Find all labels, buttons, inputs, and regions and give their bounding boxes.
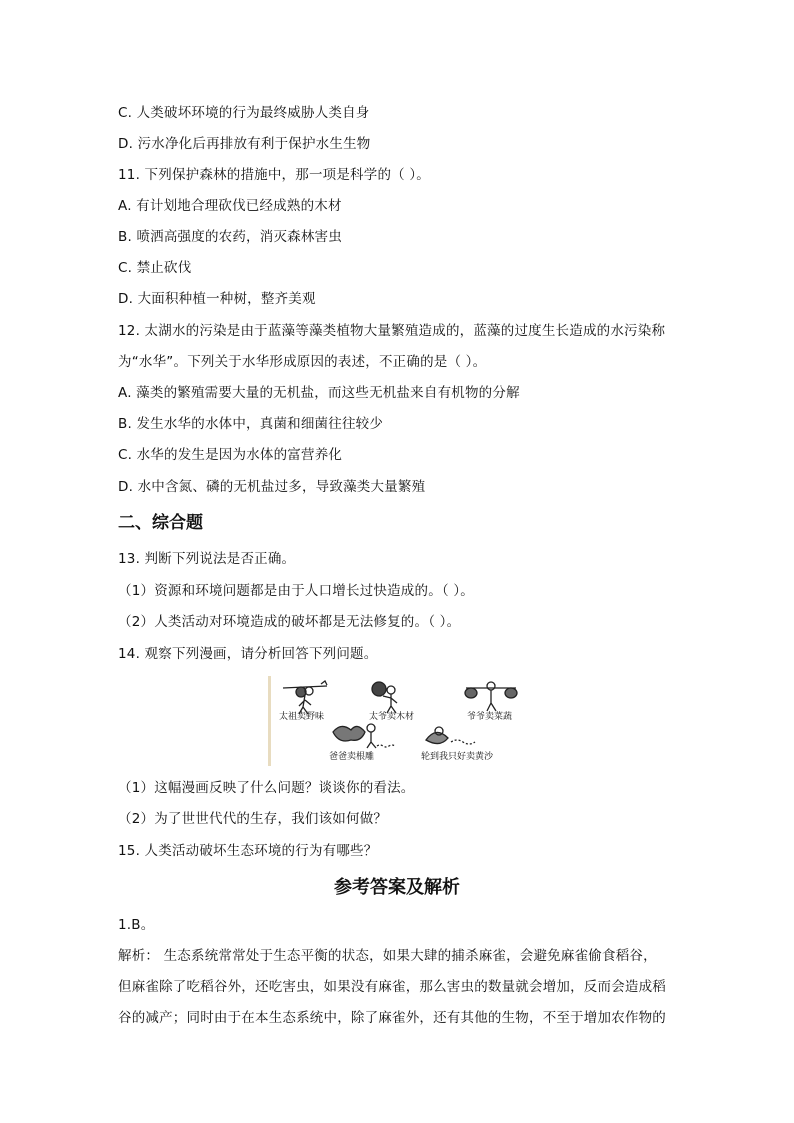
- question-13-stem: 13. 判断下列说法是否正确。: [118, 551, 296, 567]
- question-14-stem: 14. 观察下列漫画，请分析回答下列问题。: [118, 646, 378, 662]
- question-11-stem: 11. 下列保护森林的措施中，那一项是科学的（ ）。: [118, 167, 431, 183]
- question-15-stem: 15. 人类活动破坏生态环境的行为有哪些？: [118, 843, 378, 859]
- answers-title: 参考答案及解析: [334, 877, 460, 898]
- question-13-part-2: （2）人类活动对环境造成的破坏都是无法修复的。（ ）。: [118, 614, 461, 630]
- question-11-option-b: B. 喷洒高强度的农药，消灭森林害虫: [118, 229, 342, 245]
- comic-caption-4: 爸爸卖根雕: [329, 752, 375, 762]
- question-12-option-c: C. 水华的发生是因为水体的富营养化: [118, 447, 343, 463]
- comic-caption-2: 太爷卖木材: [369, 712, 415, 722]
- question-10-option-d: D. 污水净化后再排放有利于保护水生生物: [118, 136, 371, 152]
- question-10-option-c: C. 人类破坏环境的行为最终威胁人类自身: [118, 105, 370, 121]
- question-14-part-1: （1）这幅漫画反映了什么问题？谈谈你的看法。: [118, 780, 415, 796]
- question-12-stem-line-2: 为“水华”。下列关于水华形成原因的表述，不正确的是（ ）。: [118, 354, 487, 370]
- question-14-part-2: （2）为了世世代代的生存，我们该如何做？: [118, 811, 388, 827]
- comic-caption-5: 轮到我只好卖黄沙: [421, 752, 494, 762]
- answer-1-explanation-line-1: 解析： 生态系统常常处于生态平衡的状态，如果大肆的捕杀麻雀，会避免麻雀偷食稻谷，: [118, 948, 657, 964]
- figure-hunter: [283, 681, 327, 714]
- figure-wood-seller: [372, 682, 397, 713]
- question-12-stem-line-1: 12. 太湖水的污染是由于蓝藻等藻类植物大量繁殖造成的，蓝藻的过度生长造成的水污染称: [118, 323, 666, 339]
- question-12-option-d: D. 水中含氮、磷的无机盐过多，导致藻类大量繁殖: [118, 479, 426, 495]
- figure-sand-seller: [426, 727, 475, 744]
- answer-1-explanation-line-2: 但麻雀除了吃稻谷外，还吃害虫，如果没有麻雀，那么害虫的数量就会增加，反而会造成稻: [118, 979, 666, 995]
- comic-caption-3: 爷爷卖菜蔬: [467, 712, 513, 722]
- question-13-part-1: （1）资源和环境问题都是由于人口增长过快造成的。（ ）。: [118, 583, 474, 599]
- answer-1-explanation-line-3: 谷的减产；同时由于在本生态系统中，除了麻雀外，还有其他的生物，不至于增加农作物的: [118, 1010, 666, 1026]
- question-11-option-a: A. 有计划地合理砍伐已经成熟的木材: [118, 198, 342, 214]
- question-11-option-c: C. 禁止砍伐: [118, 260, 192, 276]
- answer-1: 1.B。: [118, 917, 155, 933]
- comic-caption-1: 太祖卖野味: [279, 712, 325, 722]
- question-12-option-a: A. 藻类的繁殖需要大量的无机盐，而这些无机盐来自有机物的分解: [118, 385, 520, 401]
- question-11-option-d: D. 大面积种植一种树，整齐美观: [118, 291, 316, 307]
- question-12-option-b: B. 发生水华的水体中，真菌和细菌往往较少: [118, 416, 384, 432]
- figure-vegetable-seller: [465, 682, 517, 711]
- comic-illustration: [268, 676, 533, 766]
- figure-root-carving-seller: [333, 724, 395, 748]
- section-2-title: 二、综合题: [118, 513, 203, 533]
